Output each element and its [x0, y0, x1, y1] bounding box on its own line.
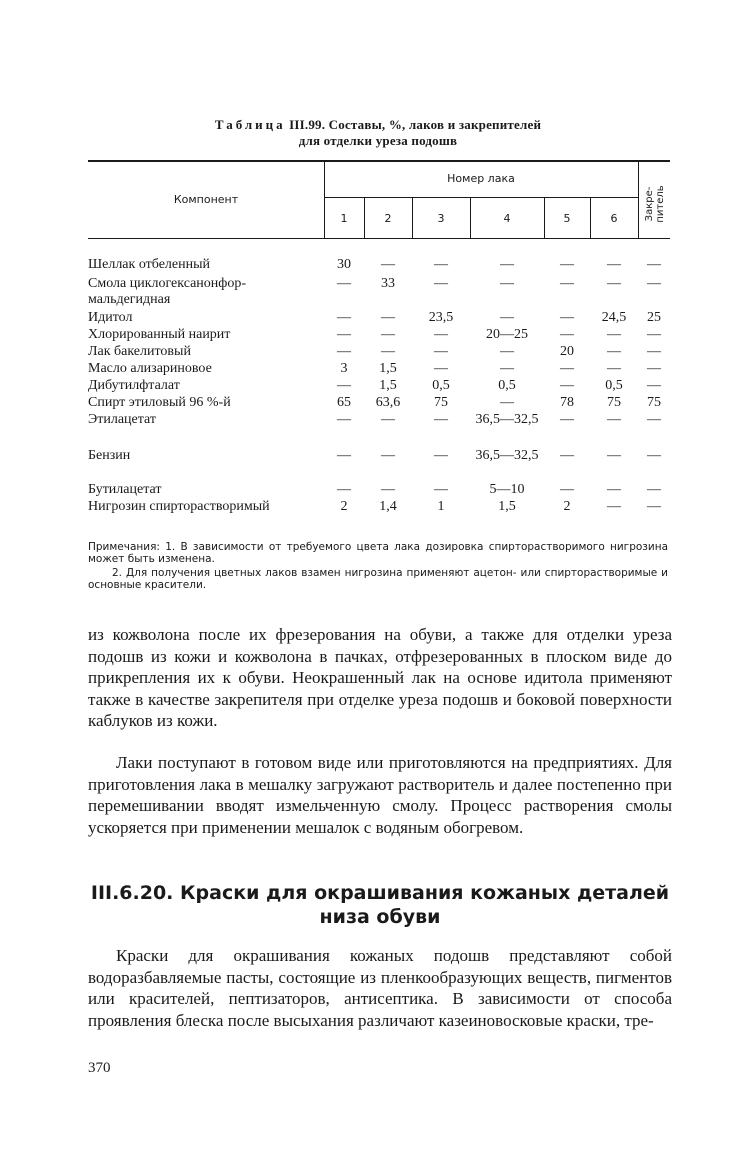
table-cell: — — [560, 327, 574, 342]
table-cell: 0,5 — [498, 378, 516, 393]
table-cell: 65 — [337, 395, 351, 410]
table-cell: — — [647, 412, 661, 427]
table-cell: — — [560, 412, 574, 427]
paragraph-1: из кожволона после их фрезерования на обуви, а также для отделки уреза подошв из кожи и кожволона в пачках, отфрезерованных в плоском виде до прикрепления их к обуви. Неокрашенный лак на основе идитола применяют также в качестве закрепителя при отделке уреза подошв и боковой поверхности каблуков из кожи. — [88, 625, 672, 731]
table-cell: — — [337, 482, 351, 497]
column-header-3: 3 — [437, 212, 445, 225]
table-cell: — — [560, 378, 574, 393]
table-note-2: 2. Для получения цветных лаков взамен нигрозина применяют ацетон- или спирторастворимые и основные красители. — [88, 567, 668, 591]
table-cell: — — [337, 276, 351, 291]
table-cell: 36,5—32,5 — [475, 448, 539, 463]
table-cell: — — [607, 361, 621, 376]
table-cell: — — [647, 344, 661, 359]
table-cell: — — [500, 310, 514, 325]
table-cell: — — [434, 361, 448, 376]
table-cell: 1 — [437, 499, 445, 514]
table-cell: 30 — [337, 257, 351, 272]
column-header-5: 5 — [563, 212, 571, 225]
table-cell: — — [560, 361, 574, 376]
table-cell: — — [381, 448, 395, 463]
table-cell: 1,4 — [379, 499, 397, 514]
component-name: Бутилацетат — [88, 482, 162, 497]
table-cell: 0,5 — [605, 378, 623, 393]
column-header-4: 4 — [503, 212, 511, 225]
table-cell: — — [647, 361, 661, 376]
page-number: 370 — [88, 1060, 111, 1076]
table-cell: 0,5 — [432, 378, 450, 393]
table-cell: 23,5 — [428, 310, 454, 325]
table-cell: — — [647, 499, 661, 514]
caption-title-line2: для отделки уреза подошв — [298, 133, 458, 148]
table-cell: — — [647, 482, 661, 497]
column-header-2: 2 — [384, 212, 392, 225]
table-caption — [88, 117, 668, 149]
table-cell: — — [607, 482, 621, 497]
section-heading: III.6.20. Краски для окрашивания кожаных деталей низа обуви — [90, 882, 670, 928]
component-name: Масло ализариновое — [88, 361, 212, 376]
table-cell: — — [607, 276, 621, 291]
caption-number: III.99. — [289, 117, 326, 132]
table-cell: — — [607, 344, 621, 359]
table-cell: 33 — [381, 276, 395, 291]
caption-title-line1: Составы, %, лаков и закрепителей — [328, 117, 542, 132]
table-cell: — — [337, 448, 351, 463]
table-cell: — — [607, 412, 621, 427]
table-cell: — — [381, 327, 395, 342]
table-cell: — — [434, 276, 448, 291]
table-cell: 63,6 — [375, 395, 401, 410]
table-cell: 36,5—32,5 — [475, 412, 539, 427]
table-cell: 5—10 — [489, 482, 525, 497]
component-name: Смола циклогексанонфор-мальдегидная — [88, 276, 247, 307]
table-cell: — — [607, 257, 621, 272]
table-cell: — — [647, 378, 661, 393]
caption-label: Таблица — [214, 117, 286, 132]
table-cell: — — [434, 448, 448, 463]
table-cell: — — [560, 310, 574, 325]
table-cell: — — [337, 310, 351, 325]
paragraph-2: Лаки поступают в готовом виде или приготовляются на предприятиях. Для приготовления лака в мешалку загружают растворитель и далее постепенно при перемешивании вводят измельченную смолу. Процесс растворения смолы ускоряется при применении мешалок с водяным обогревом. — [88, 753, 672, 837]
table-cell: 1,5 — [379, 361, 397, 376]
table-cell: — — [434, 412, 448, 427]
table-cell: — — [434, 257, 448, 272]
table-cell: — — [500, 276, 514, 291]
component-name: Хлорированный наирит — [88, 327, 231, 342]
table-cell: — — [434, 327, 448, 342]
column-header-1: 1 — [340, 212, 348, 225]
table-cell: — — [647, 327, 661, 342]
table-cell: — — [647, 276, 661, 291]
table-cell: — — [337, 344, 351, 359]
lacquer-number-header: Номер лака — [447, 172, 515, 185]
table-cell: — — [607, 448, 621, 463]
table-cell: 20—25 — [486, 327, 528, 342]
table-cell: 3 — [340, 361, 348, 376]
table-cell: — — [337, 412, 351, 427]
table-cell: — — [434, 344, 448, 359]
composition-table — [88, 160, 670, 530]
fixer-header: Закре- питель — [644, 185, 666, 223]
table-cell: — — [434, 482, 448, 497]
table-cell: 2 — [340, 499, 348, 514]
table-cell: 75 — [607, 395, 621, 410]
component-name: Лак бакелитовый — [88, 344, 191, 359]
table-cell: — — [500, 344, 514, 359]
component-name: Этилацетат — [88, 412, 157, 427]
table-cell: 20 — [560, 344, 574, 359]
component-header: Компонент — [173, 193, 239, 206]
table-cell: — — [607, 499, 621, 514]
table-note-1: Примечания: 1. В зависимости от требуемого цвета лака дозировка спирторастворимого нигрозина может быть изменена. — [88, 541, 668, 565]
table-cell: 24,5 — [601, 310, 627, 325]
component-name: Шеллак отбеленный — [88, 257, 210, 272]
component-name: Бензин — [88, 448, 131, 463]
header-divider — [638, 160, 639, 238]
table-cell: 75 — [434, 395, 448, 410]
component-name: Идитол — [88, 310, 133, 325]
table-cell: — — [500, 361, 514, 376]
table-cell: — — [500, 257, 514, 272]
table-cell: — — [647, 448, 661, 463]
table-cell: — — [381, 412, 395, 427]
table-cell: — — [381, 344, 395, 359]
table-cell: — — [381, 310, 395, 325]
table-cell: — — [337, 327, 351, 342]
table-cell: — — [500, 395, 514, 410]
table-cell: — — [560, 482, 574, 497]
table-cell: 1,5 — [379, 378, 397, 393]
table-cell: — — [381, 257, 395, 272]
table-cell: 75 — [647, 395, 661, 410]
table-cell: — — [560, 276, 574, 291]
table-cell: — — [560, 448, 574, 463]
table-cell: — — [647, 257, 661, 272]
component-name: Спирт этиловый 96 %-й — [88, 395, 231, 410]
column-header-6: 6 — [610, 212, 618, 225]
table-cell: — — [381, 482, 395, 497]
paragraph-3: Краски для окрашивания кожаных подошв представляют собой водоразбавляемые пасты, состоящие из пленкообразующих веществ, пигментов или красителей, пептизаторов, антисептика. В зависимости от способа проявления блеска после высыхания различают казеиновосковые краски, тре- — [88, 946, 672, 1030]
table-cell: 25 — [647, 310, 661, 325]
table-cell: — — [560, 257, 574, 272]
table-cell: — — [607, 327, 621, 342]
component-name: Дибутилфталат — [88, 378, 180, 393]
table-cell: 1,5 — [498, 499, 516, 514]
table-cell: 78 — [560, 395, 574, 410]
table-top-rule — [88, 160, 670, 162]
table-cell: 2 — [563, 499, 571, 514]
table-cell: — — [337, 378, 351, 393]
component-name: Нигрозин спирторастворимый — [88, 499, 270, 514]
header-bottom-rule — [88, 238, 670, 239]
